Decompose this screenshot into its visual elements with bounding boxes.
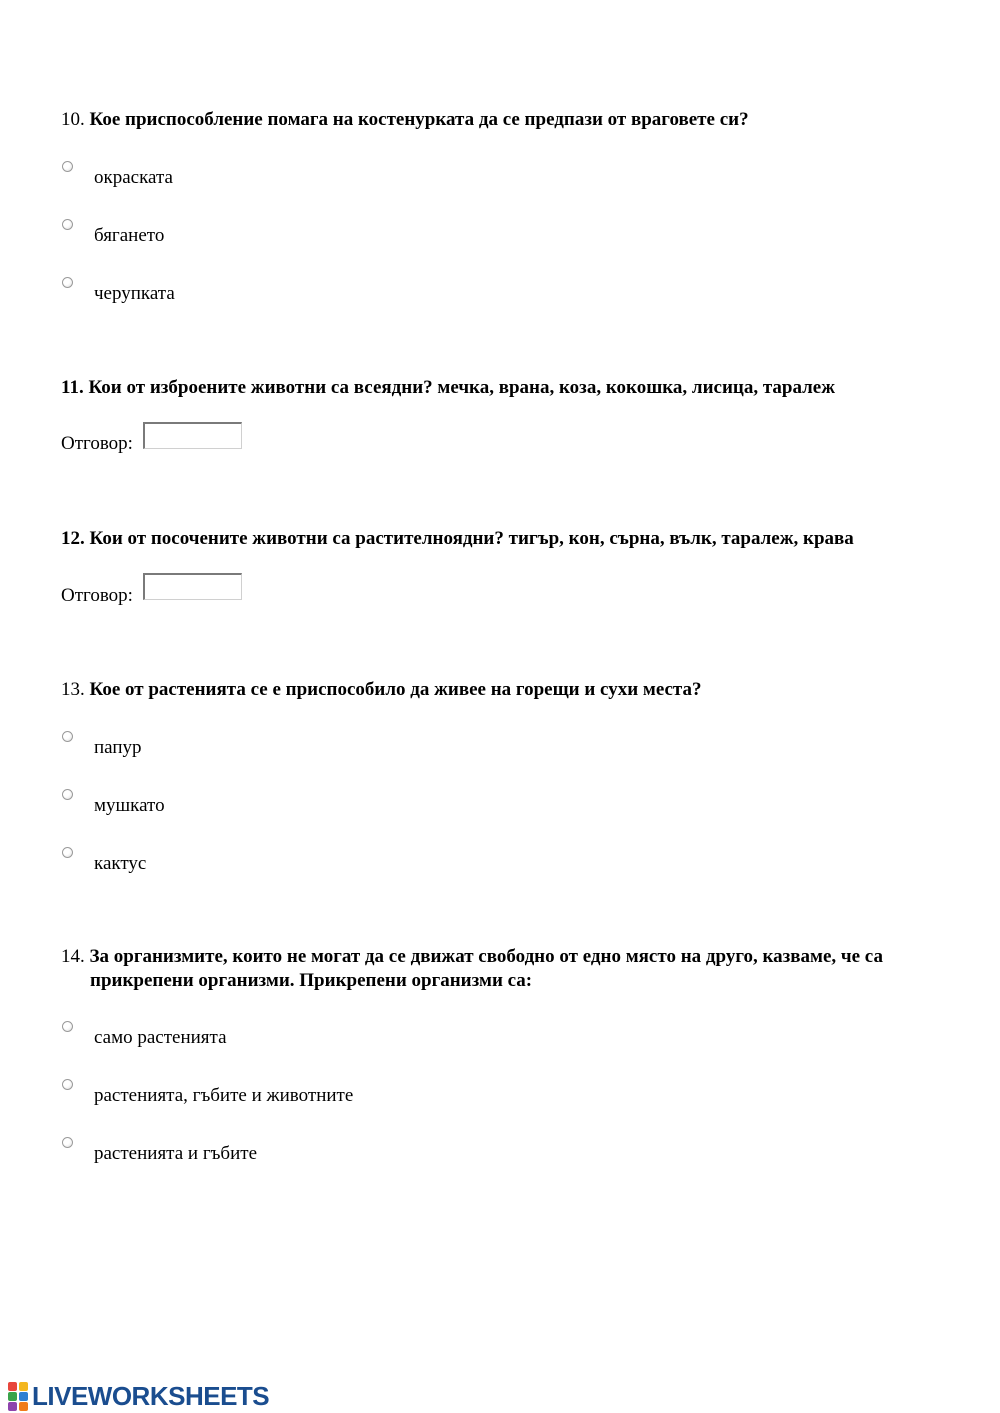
option-label: само растенията	[94, 1027, 227, 1048]
option-label: мушкато	[94, 795, 165, 816]
question-number: 14.	[61, 946, 85, 967]
radio-button[interactable]	[62, 277, 73, 288]
radio-button[interactable]	[62, 1137, 73, 1148]
question-12	[61, 527, 854, 551]
radio-button[interactable]	[62, 789, 73, 800]
option-label: растенията и гъбите	[94, 1143, 258, 1164]
answer-label: Отговор:	[61, 433, 133, 454]
question-number: 13.	[61, 679, 85, 700]
question-10	[61, 108, 749, 132]
question-text: За организмите, които не могат да се движат свободно от едно място на друго, казваме, че са прикрепени организми. Прикрепени организми са:	[89, 946, 883, 991]
answer-label: Отговор:	[61, 585, 133, 606]
question-13	[61, 678, 702, 702]
radio-button[interactable]	[62, 731, 73, 742]
option-label: бягането	[94, 225, 165, 246]
question-number: 12.	[61, 528, 85, 549]
option-label: кактус	[94, 853, 147, 874]
answer-input[interactable]	[143, 573, 242, 600]
radio-button[interactable]	[62, 161, 73, 172]
question-text: Кое приспособление помага на костенурката да се предпази от враговете си?	[89, 109, 749, 130]
option-label: окраската	[94, 167, 173, 188]
radio-button[interactable]	[62, 1021, 73, 1032]
question-text: Кои от посочените животни са растителноядни? тигър, кон, сърна, вълк, таралеж, крава	[89, 528, 854, 549]
question-11	[61, 376, 835, 400]
option-label: растенията, гъбите и животните	[94, 1085, 354, 1106]
answer-input[interactable]	[143, 422, 242, 449]
radio-button[interactable]	[62, 219, 73, 230]
radio-button[interactable]	[62, 847, 73, 858]
option-label: папур	[94, 737, 142, 758]
question-number: 10.	[61, 109, 85, 130]
question-text: Кое от растенията се е приспособило да живее на горещи и сухи места?	[89, 679, 702, 700]
question-text: Кои от изброените животни са всеядни? мечка, врана, коза, кокошка, лисица, таралеж	[88, 377, 836, 398]
radio-button[interactable]	[62, 1079, 73, 1090]
option-label: черупката	[94, 283, 175, 304]
question-number: 11.	[61, 377, 84, 398]
logo-text: LIVEWORKSHEETS	[32, 1380, 270, 1411]
question-14	[61, 945, 970, 993]
liveworksheets-logo	[8, 1381, 269, 1411]
logo-cubes-icon	[8, 1382, 30, 1410]
